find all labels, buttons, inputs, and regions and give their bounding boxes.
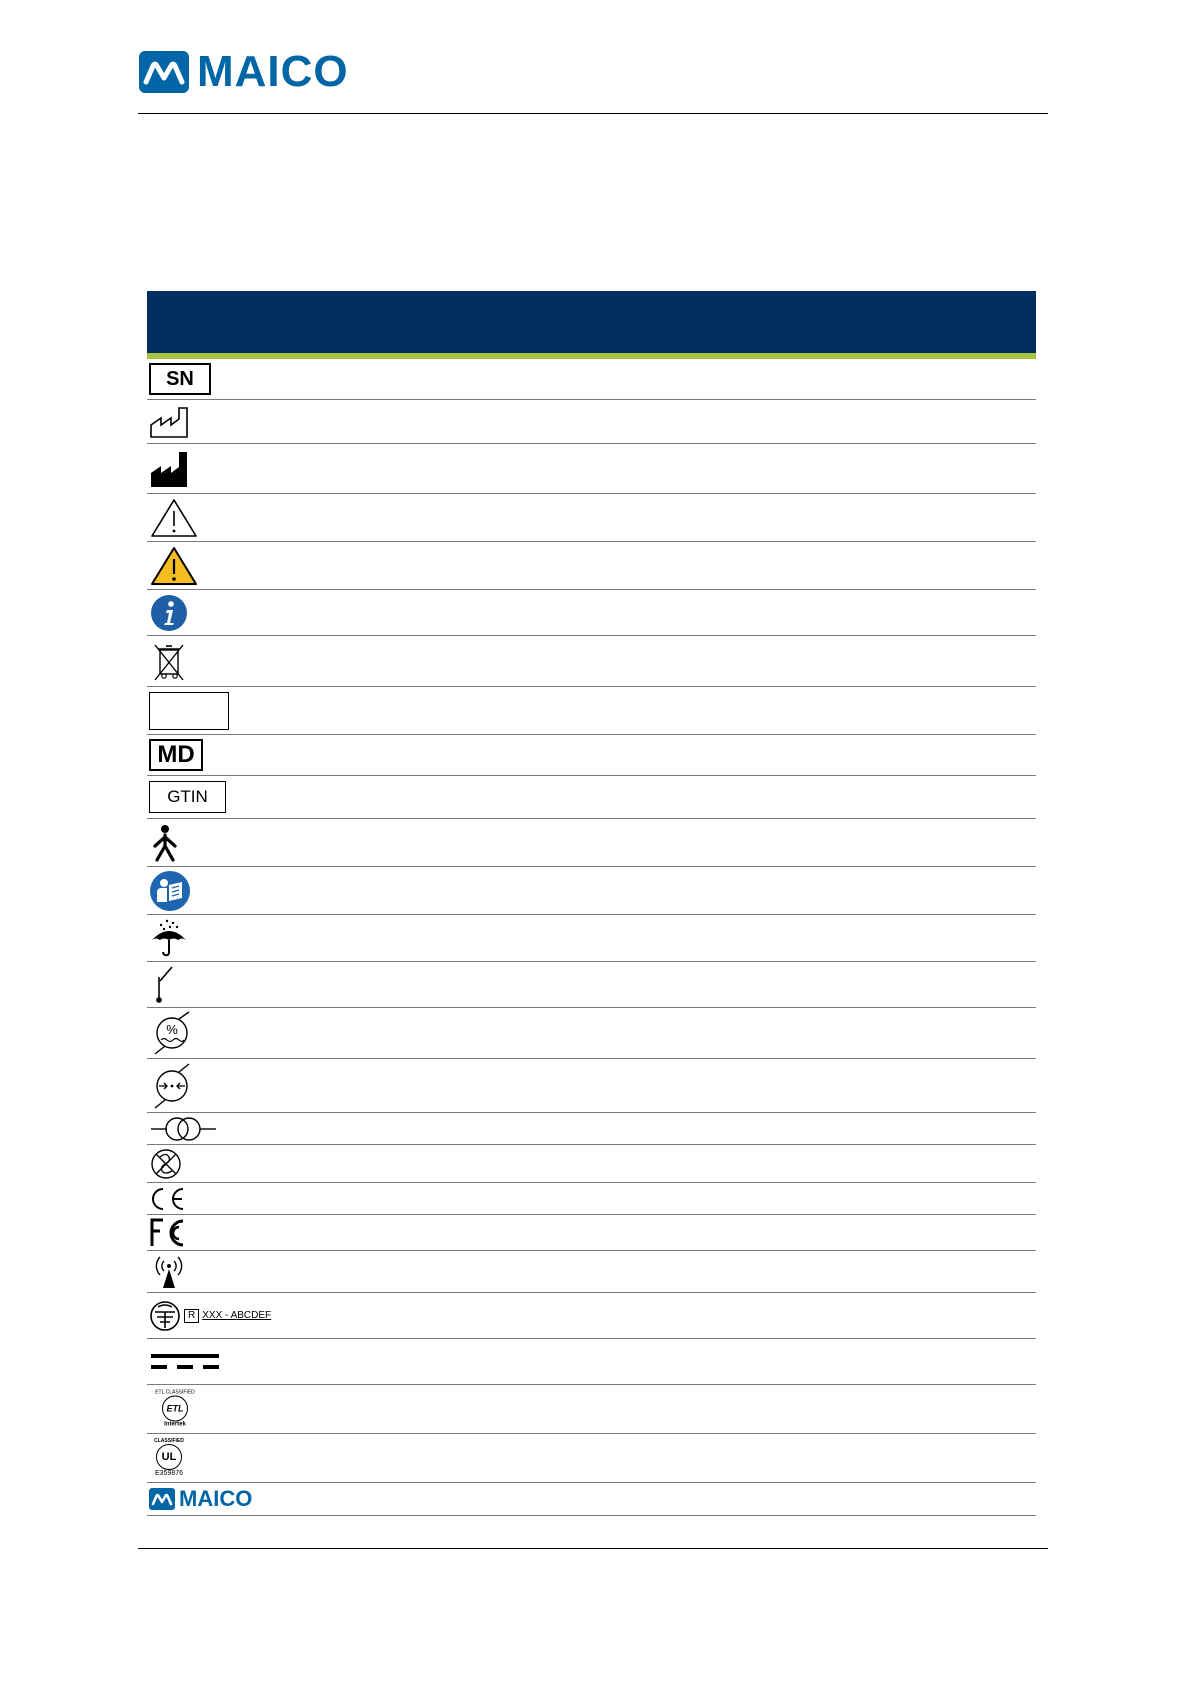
table-row (147, 735, 1036, 776)
table-row (147, 636, 1036, 687)
maico-logo-mark-icon (139, 51, 189, 93)
japan-radio-circle-icon (149, 1300, 181, 1332)
keep-dry-icon (149, 918, 189, 958)
table-row (147, 1145, 1036, 1183)
pressure-limit-icon (149, 1062, 195, 1110)
table-row (147, 590, 1036, 636)
ul-classified-icon (149, 1438, 189, 1478)
safety-isolating-transformer-icon (149, 1115, 217, 1143)
table-row (147, 1215, 1036, 1251)
table-row (147, 400, 1036, 444)
maico-small-logo-text: MAICO (179, 1486, 253, 1511)
maico-logo-text: MAICO (197, 47, 349, 96)
fcc-mark-label: FC (149, 1217, 151, 1219)
header-divider (138, 113, 1048, 114)
etl-circle: ETL (162, 1396, 188, 1422)
etl-top-label: ETL CLASSIFIED (155, 1389, 195, 1396)
gtin-label: GTIN (167, 787, 208, 806)
ce-mark-label: CE (149, 1186, 151, 1188)
maico-logo (139, 47, 349, 96)
table-row (147, 1434, 1036, 1483)
ce-mark-icon (149, 1187, 191, 1211)
table-row (147, 687, 1036, 735)
information-icon (149, 593, 189, 633)
caution-icon (149, 497, 199, 539)
japan-radio-code-label: XXX - ABCDEF (202, 1310, 272, 1321)
warning-icon (149, 545, 199, 587)
table-row (147, 1251, 1036, 1293)
table-row (147, 1293, 1036, 1339)
ul-bottom-label: E359876 (154, 1470, 184, 1477)
table-row (147, 1483, 1036, 1516)
blank-label-icon (149, 692, 229, 730)
etl-classified-icon (149, 1390, 201, 1429)
maico-logo-icon (149, 1488, 252, 1510)
table-row (147, 1059, 1036, 1113)
direct-current-icon (149, 1351, 221, 1373)
table-row (147, 867, 1036, 915)
table-row (147, 542, 1036, 590)
table-row (147, 359, 1036, 400)
japan-radio-mark-icon (149, 1300, 271, 1332)
weee-disposal-icon (149, 640, 189, 682)
table-row (147, 444, 1036, 494)
medical-device-label: MD (157, 741, 195, 768)
table-row (147, 1183, 1036, 1215)
humidity-percent-label: % (166, 1022, 178, 1037)
non-ionizing-radiation-icon (149, 1254, 189, 1290)
table-row (147, 962, 1036, 1008)
table-row (147, 1339, 1036, 1385)
maico-small-mark-icon (149, 1488, 175, 1510)
temperature-limit-icon (149, 965, 179, 1005)
table-row (147, 915, 1036, 962)
japan-radio-r-label: R (184, 1309, 199, 1323)
footer-divider (138, 1548, 1048, 1549)
serial-number-label: SN (166, 367, 194, 390)
table-row (147, 1113, 1036, 1145)
fcc-mark-icon (149, 1218, 191, 1248)
gtin-icon (149, 781, 226, 813)
table-row (147, 819, 1036, 867)
manufacturer-icon (149, 449, 191, 489)
table-row (147, 1385, 1036, 1434)
medical-device-icon (149, 739, 203, 771)
date-of-manufacture-icon (149, 405, 191, 439)
do-not-reuse-icon (149, 1148, 183, 1180)
ul-circle: UL (156, 1444, 182, 1470)
ul-top-label: CLASSIFIED (154, 1438, 184, 1444)
symbols-table (147, 291, 1036, 1516)
read-instructions-icon (149, 870, 191, 912)
table-row (147, 776, 1036, 819)
table-header (147, 291, 1036, 353)
humidity-limit-icon (149, 1010, 195, 1056)
etl-bottom-label: Intertek (164, 1421, 186, 1428)
serial-number-icon (149, 363, 211, 395)
table-row (147, 1008, 1036, 1059)
type-b-applied-part-icon (149, 824, 181, 862)
table-row (147, 494, 1036, 542)
